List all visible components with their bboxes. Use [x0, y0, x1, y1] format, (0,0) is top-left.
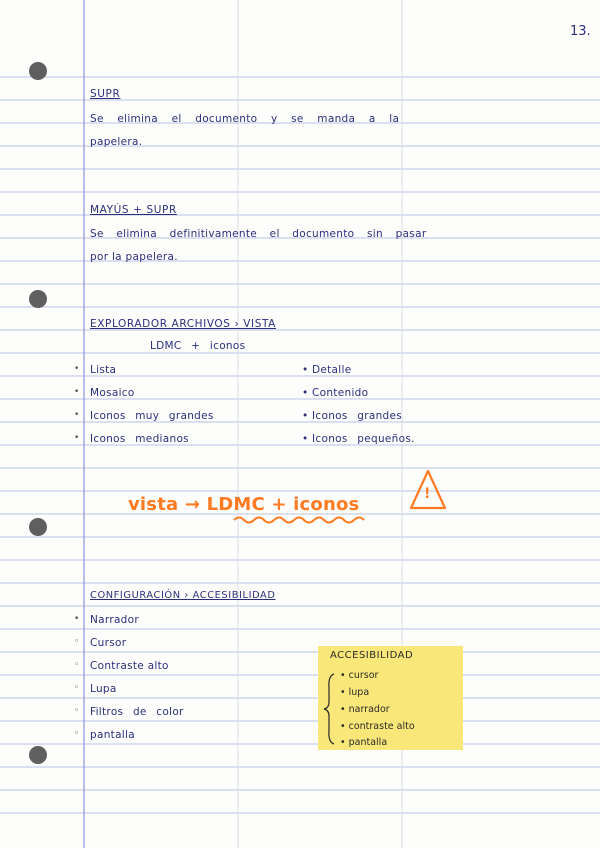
list-item: Iconos muy grandes [90, 410, 214, 422]
list-item: Lista [90, 364, 117, 376]
mayus-supr-line-1: Se elimina definitivamente el documento sin pasar [90, 228, 427, 240]
list-item: Filtros de color [90, 706, 184, 718]
bullet: ◦ [74, 706, 80, 716]
bullet: ◦ [74, 660, 80, 670]
binder-hole-4 [29, 746, 47, 764]
warning-symbol: ! [424, 486, 431, 502]
bullet: ◦ [74, 637, 80, 647]
list-item: Lupa [90, 683, 117, 695]
sticky-item: • lupa [340, 687, 370, 698]
explorador-subtitle: LDMC + iconos [150, 340, 246, 352]
list-item: Contraste alto [90, 660, 169, 672]
list-item: Contenido [312, 387, 369, 399]
bullet: ◦ [74, 683, 80, 693]
bullet: • [74, 387, 80, 397]
configuracion-title: CONFIGURACIÓN › ACCESIBILIDAD [90, 590, 276, 601]
bullet: ◦ [74, 729, 80, 739]
page-number: 13. [570, 24, 591, 39]
supr-line-2: papelera. [90, 136, 143, 148]
list-item: Narrador [90, 614, 139, 626]
highlight-note: vista → LDMC + iconos [128, 494, 360, 515]
list-item: Mosaico [90, 387, 135, 399]
list-item: pantalla [90, 729, 135, 741]
bullet: • [302, 433, 309, 445]
bullet: • [74, 614, 80, 624]
supr-line-1: Se elimina el documento y se manda a la [90, 113, 400, 125]
bullet: • [302, 364, 309, 376]
bullet: • [74, 433, 80, 443]
mayus-supr-title: MAYÚS + SUPR [90, 204, 177, 216]
binder-hole-3 [29, 518, 47, 536]
sticky-item: • narrador [340, 704, 390, 715]
sticky-item: • contraste alto [340, 721, 415, 732]
squiggle-underline [232, 514, 372, 526]
list-item: Detalle [312, 364, 352, 376]
list-item: Iconos grandes [312, 410, 403, 422]
sticky-item: • pantalla [340, 737, 388, 748]
bullet: • [302, 410, 309, 422]
binder-hole-1 [29, 62, 47, 80]
bullet: • [74, 410, 80, 420]
supr-title: SUPR [90, 88, 121, 100]
list-item: Cursor [90, 637, 127, 649]
bullet: • [74, 364, 80, 374]
curly-brace-icon [322, 672, 336, 746]
list-item: Iconos pequeños. [312, 433, 415, 445]
sticky-item: • cursor [340, 670, 379, 681]
binder-hole-2 [29, 290, 47, 308]
sticky-note [318, 646, 463, 750]
mayus-supr-line-2: por la papelera. [90, 251, 178, 263]
sticky-note-title: ACCESIBILIDAD [330, 650, 414, 661]
explorador-title: EXPLORADOR ARCHIVOS › VISTA [90, 318, 276, 330]
list-item: Iconos medianos [90, 433, 189, 445]
bullet: • [302, 387, 309, 399]
